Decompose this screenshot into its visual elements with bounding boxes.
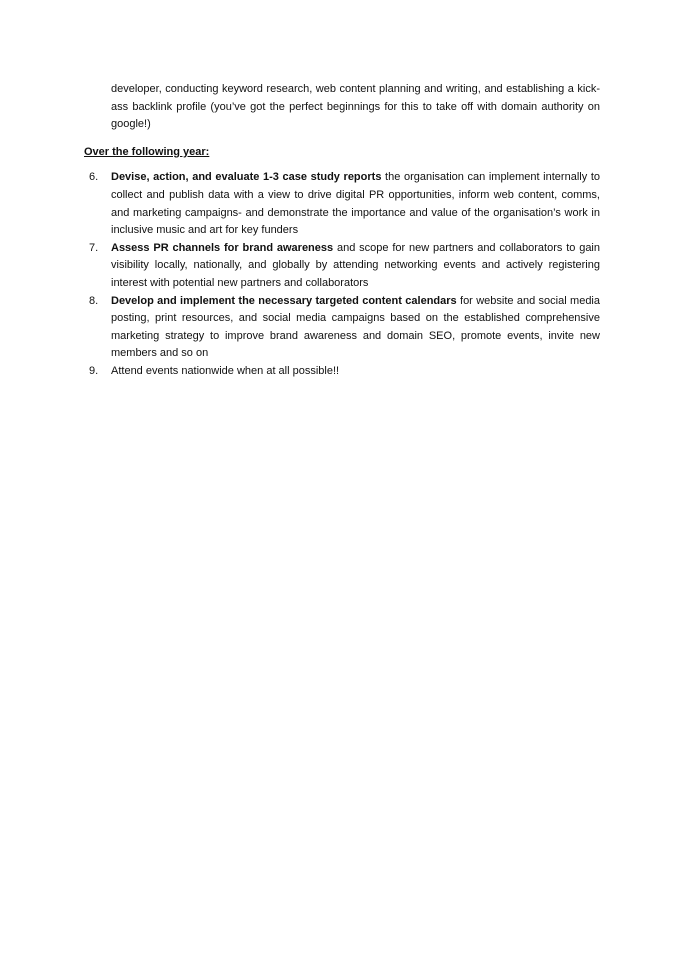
list-item-number: 7. xyxy=(89,241,99,254)
page-content xyxy=(84,81,600,381)
list-item-body: Attend events nationwide when at all possible!! xyxy=(111,364,340,377)
list-item xyxy=(84,240,600,293)
list-item xyxy=(84,363,600,381)
list-item-lead: Develop and implement the necessary targeted content calendars xyxy=(111,294,457,307)
list-item xyxy=(84,293,600,363)
list-item-text xyxy=(111,242,600,289)
section-heading: Over the following year: xyxy=(84,145,210,158)
list-item-text xyxy=(111,295,600,360)
list-item-text xyxy=(111,365,339,377)
list-item-lead: Devise, action, and evaluate 1-3 case study reports xyxy=(111,171,382,184)
continuation-paragraph: developer, conducting keyword research, web content planning and writing, and establishing a kick-ass backlink profile (you’ve got the perfect beginnings for this to take off with domain authority on google!) xyxy=(111,83,600,131)
list-item-body: and scope for new partners and collaborators to gain visibility locally, nationally, and globally by attending networking events and actively registering interest with potential new partners and collaborators xyxy=(111,241,600,289)
list-item-body: the organisation can implement internally to collect and publish data with a view to drive digital PR opportunities, inform web content, comms, and marketing campaigns- and demonstrate the importance and value of the organisation’s work in inclusive music and art for key funders xyxy=(111,171,600,237)
list-item xyxy=(84,169,600,239)
list-item-lead: Assess PR channels for brand awareness xyxy=(111,241,334,254)
list-item-number: 6. xyxy=(89,171,99,184)
list-item-number: 9. xyxy=(89,364,99,377)
list-item-number: 8. xyxy=(89,294,99,307)
list-item-text xyxy=(111,171,600,236)
list-item-body: for website and social media posting, print resources, and social media campaigns based on the established comprehensive marketing strategy to improve brand awareness and domain SEO, promote events, invite new members and so on xyxy=(111,294,600,360)
action-list xyxy=(84,169,600,380)
